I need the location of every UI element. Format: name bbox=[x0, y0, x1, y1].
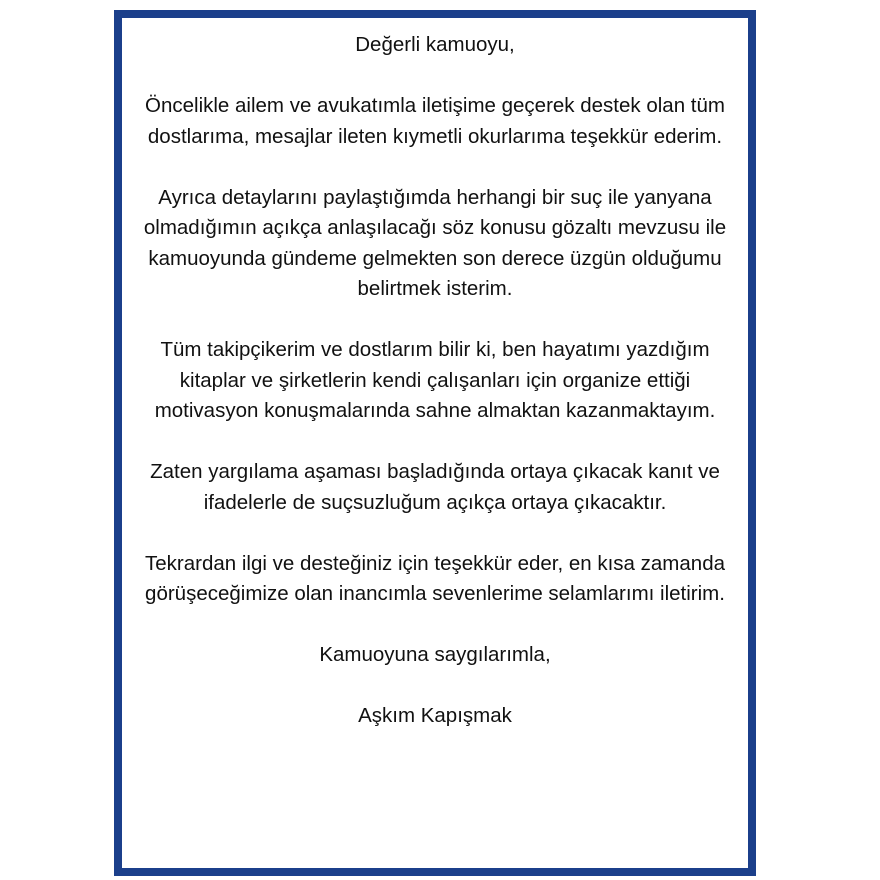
letter-paragraph-4: Zaten yargılama aşaması başladığında ortaya çıkacak kanıt ve ifadelerle de suçsuzluğum açıkça ortaya çıkacaktır. bbox=[150, 460, 720, 514]
letter-paragraph-2: Ayrıca detaylarını paylaştığımda herhangi bir suç ile yanyana olmadığımın açıkça anlaşılacağı söz konusu gözaltı mevzusu ile kamuoyunda gündeme gelmekten son derece üzgün olduğumu belirtmek isterim. bbox=[143, 185, 727, 300]
letter-paragraph-1: Öncelikle ailem ve avukatımla iletişime geçerek destek olan tüm dostlarıma, mesajlar ileten kıymetli okurlarıma teşekkür ederim. bbox=[145, 94, 725, 148]
letter-paragraph-5: Tekrardan ilgi ve desteğiniz için teşekkür eder, en kısa zamanda görüşeceğimize olan inancımla sevenlerime selamlarımı iletirim. bbox=[144, 551, 725, 605]
letter-paragraph-3: Tüm takipçikerim ve dostlarım bilir ki, ben hayatımı yazdığım kitaplar ve şirketlerin kendi çalışanları için organize ettiği motivasyon konuşmalarında sahne almaktan kazanmaktayım. bbox=[154, 338, 716, 422]
letter-body bbox=[126, 30, 744, 732]
letter-signature: Aşkım Kapışmak bbox=[358, 704, 512, 727]
letter-closing: Kamuoyuna saygılarımla, bbox=[319, 643, 551, 666]
letter-salutation: Değerli kamuoyu, bbox=[355, 33, 515, 56]
